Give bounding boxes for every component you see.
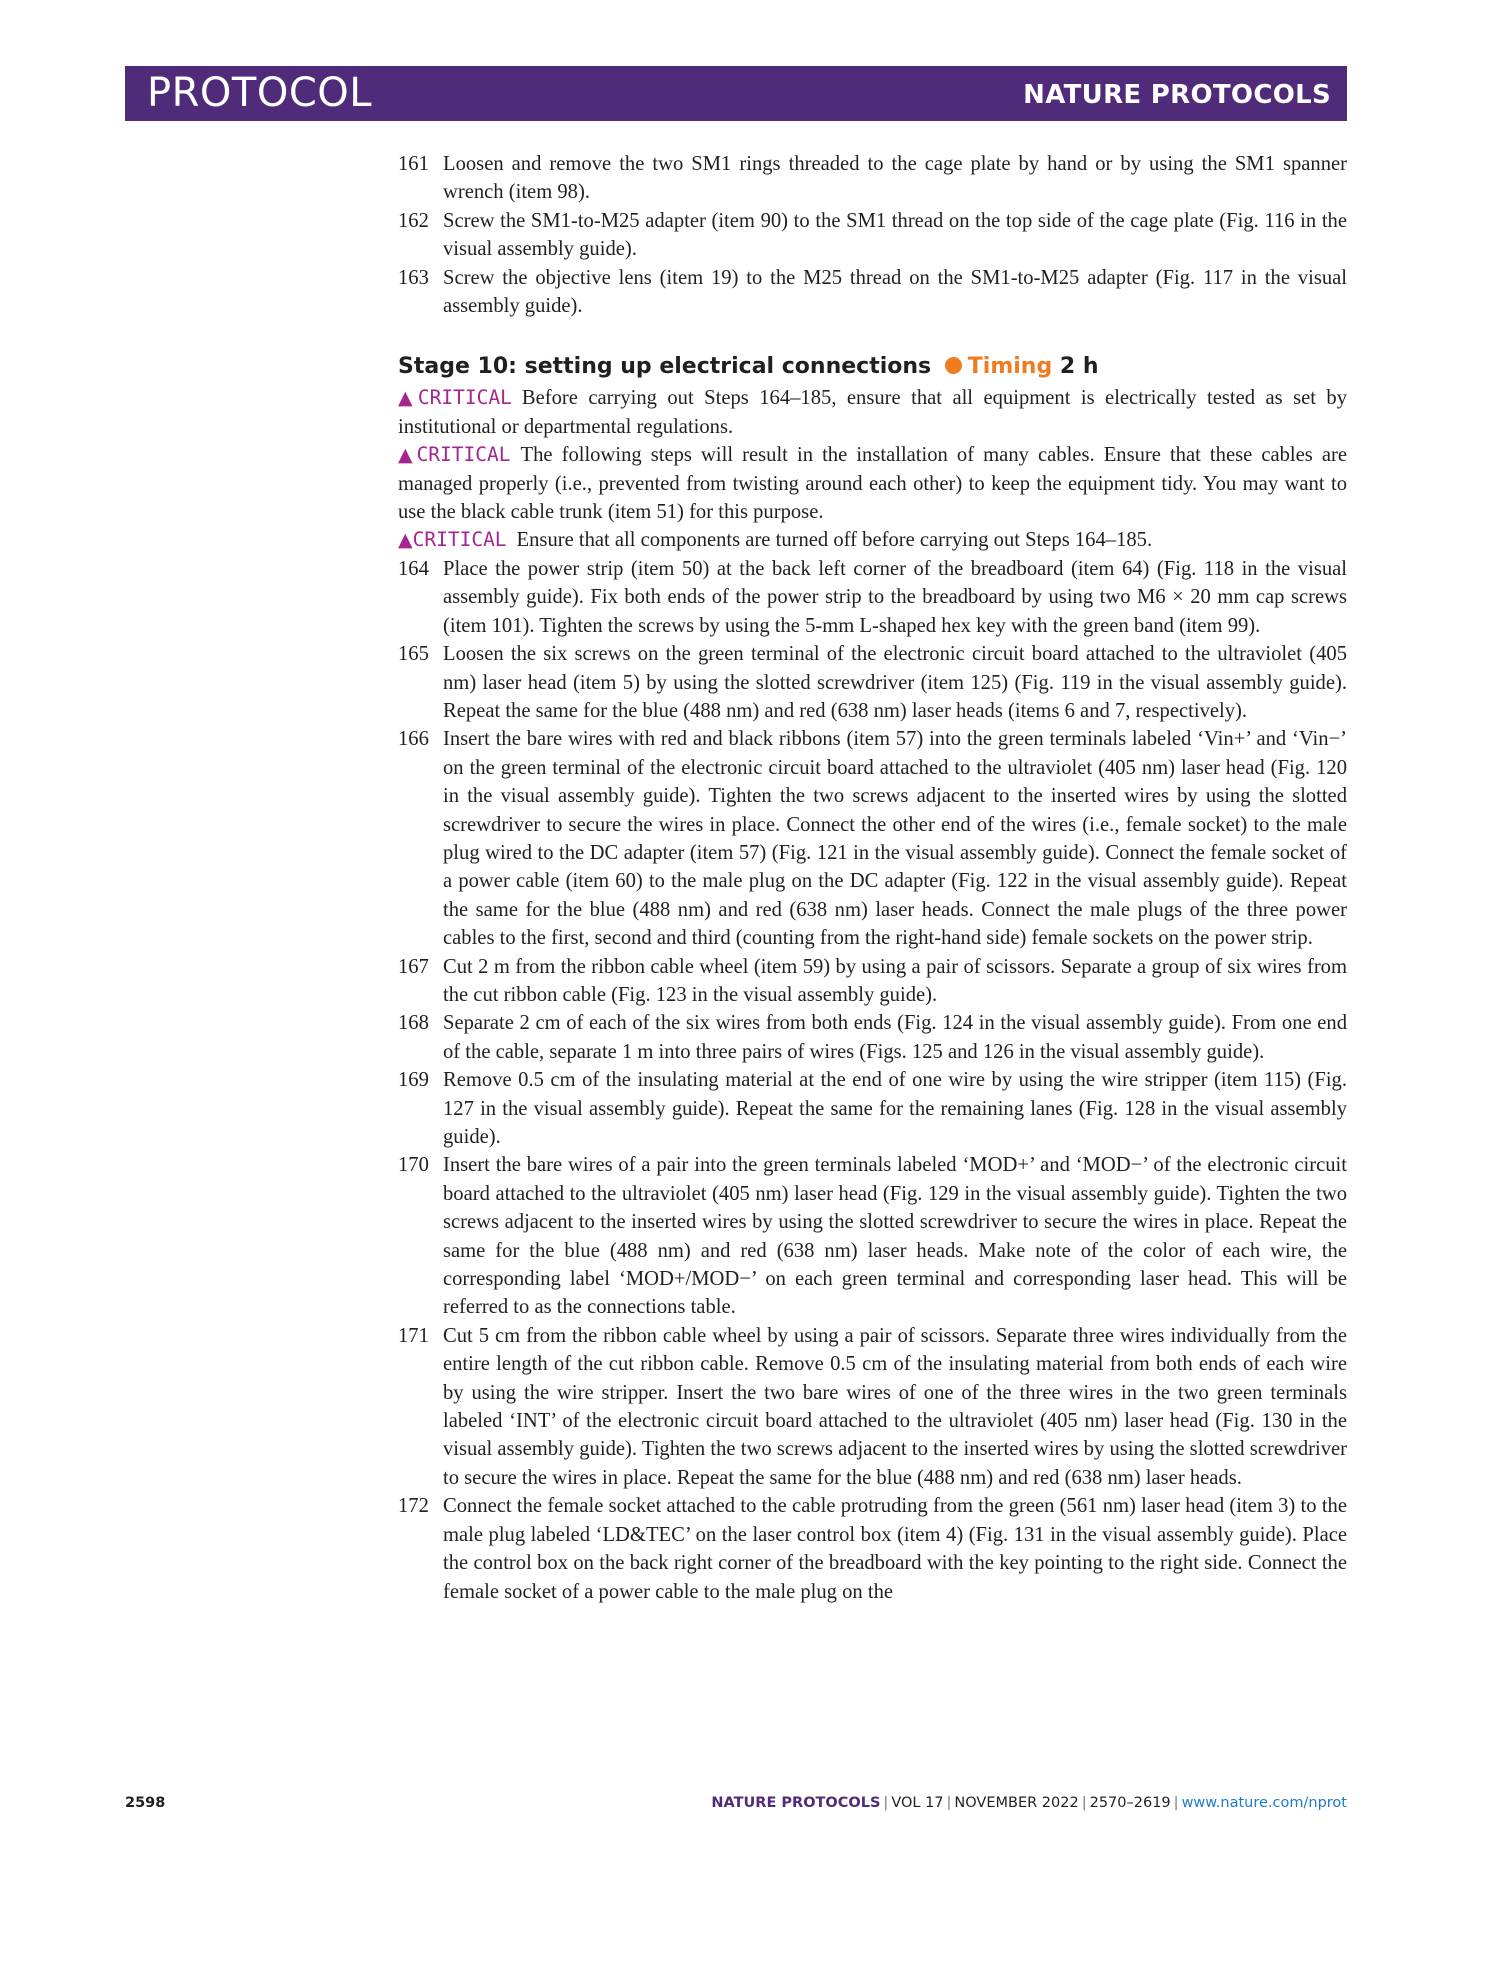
critical-label: CRITICAL	[417, 386, 512, 410]
separator: |	[1081, 1795, 1087, 1811]
steps-top	[398, 150, 1347, 320]
separator: |	[883, 1795, 889, 1811]
step-162	[398, 207, 1347, 264]
step-text: Insert the bare wires of a pair into the green terminals labeled ‘MOD+’ and ‘MOD−’ of the electronic circuit board attached to the ultraviolet (405 nm) laser head (Fig. 129 in the visual assembly guide). Tighten the two screws adjacent to the inserted wires by using the slotted screwdriver to secure the wires in place. Repeat the same for the blue (488 nm) and red (638 nm) laser heads. Make note of the color of each wire, the corresponding label ‘MOD+/MOD−’ on each green terminal and corresponding laser head. This will be referred to as the connections table.	[443, 1154, 1347, 1319]
step-163	[398, 264, 1347, 321]
step-number: 172	[398, 1495, 429, 1518]
footer-pages: 2570–2619	[1089, 1795, 1171, 1811]
step-number: 168	[398, 1012, 429, 1035]
journal-citation	[711, 1795, 1347, 1811]
step-text: Insert the bare wires with red and black ribbons (item 57) into the green terminals labeled ‘Vin+’ and ‘Vin−’ on the green terminal of the electronic circuit board attached to the ultraviolet (405 nm) laser head (Fig. 120 in the visual assembly guide). Tighten the two screws adjacent to the inserted wires by using the slotted screwdriver to secure the wires in place. Connect the other end of the wires (i.e., female socket) to the male plug wired to the DC adapter (item 57) (Fig. 121 in the visual assembly guide). Connect the female socket of a power cable (item 60) to the male plug on the DC adapter (Fig. 122 in the visual assembly guide). Repeat the same for the blue (488 nm) and red (638 nm) laser heads. Connect the male plugs of the three power cables to the first, second and third (counting from the right-hand side) female sockets on the power strip.	[443, 728, 1347, 950]
stage-heading	[398, 352, 1347, 382]
step-164	[398, 555, 1347, 640]
step-171	[398, 1322, 1347, 1492]
footer-date: NOVEMBER 2022	[954, 1795, 1079, 1811]
step-number: 169	[398, 1069, 429, 1092]
step-number: 165	[398, 643, 429, 666]
step-text: Screw the objective lens (item 19) to the M25 thread on the SM1-to-M25 adapter (Fig. 117 in the visual assembly guide).	[443, 266, 1347, 318]
section-label: PROTOCOL	[147, 70, 373, 116]
critical-tag	[398, 528, 507, 551]
critical-text: Ensure that all components are turned off before carrying out Steps 164–185.	[516, 529, 1153, 552]
footer	[125, 1795, 1347, 1819]
step-170	[398, 1151, 1347, 1321]
step-number: 166	[398, 728, 429, 751]
timing-label: Timing	[967, 354, 1053, 380]
warning-triangle-icon: ▲	[398, 444, 417, 467]
step-169	[398, 1066, 1347, 1151]
step-text: Loosen and remove the two SM1 rings threaded to the cage plate by hand or by using the SM1 spanner wrench (item 98).	[443, 153, 1347, 204]
step-text: Separate 2 cm of each of the six wires from both ends (Fig. 124 in the visual assembly guide). From one end of the cable, separate 1 m into three pairs of wires (Figs. 125 and 126 in the visual assembly guide).	[443, 1012, 1347, 1063]
critical-note	[398, 441, 1347, 526]
step-161	[398, 150, 1347, 207]
step-number: 162	[398, 209, 429, 232]
step-165	[398, 640, 1347, 725]
step-text: Connect the female socket attached to the cable protruding from the green (561 nm) laser head (item 3) to the male plug labeled ‘LD&TEC’ on the laser control box (item 4) (Fig. 131 in the visual assembly guide). Place the control box on the back right corner of the breadboard with the key pointing to the right side. Connect the female socket of a power cable to the male plug on the	[443, 1495, 1347, 1603]
critical-tag	[398, 386, 512, 409]
footer-volume: VOL 17	[891, 1795, 944, 1811]
separator: |	[1173, 1795, 1179, 1811]
critical-notes	[398, 384, 1347, 554]
critical-text: The following steps will result in the installation of many cables. Ensure that these cables are managed properly (i.e., prevented from twisting around each other) to keep the equipment tidy. You may want to use the black cable trunk (item 51) for this purpose.	[398, 444, 1347, 524]
article-body	[398, 150, 1347, 1606]
header-bar	[125, 66, 1347, 121]
step-168	[398, 1009, 1347, 1066]
warning-triangle-icon: ▲	[398, 529, 413, 552]
journal-header: NATURE PROTOCOLS	[1023, 80, 1331, 110]
warning-triangle-icon: ▲	[398, 387, 418, 410]
step-number: 171	[398, 1324, 429, 1347]
separator: |	[946, 1795, 952, 1811]
step-number: 164	[398, 557, 429, 580]
step-text: Loosen the six screws on the green terminal of the electronic circuit board attached to the ultraviolet (405 nm) laser head (item 5) by using the slotted screwdriver (item 125) (Fig. 119 in the visual assembly guide). Repeat the same for the blue (488 nm) and red (638 nm) laser heads (items 6 and 7, respectively).	[443, 643, 1347, 722]
step-167	[398, 953, 1347, 1010]
timing-dot-icon	[945, 357, 962, 374]
timing-value: 2 h	[1059, 354, 1099, 380]
critical-note	[398, 384, 1347, 441]
footer-journal: NATURE PROTOCOLS	[711, 1795, 881, 1811]
critical-text: Before carrying out Steps 164–185, ensure that all equipment is electrically tested as set by institutional or departmental regulations.	[398, 387, 1347, 438]
step-text: Cut 5 cm from the ribbon cable wheel by using a pair of scissors. Separate three wires individually from the entire length of the cut ribbon cable. Remove 0.5 cm of the insulating material from both ends of each wire by using the wire stripper. Insert the two bare wires of one of the three wires in the two green terminals labeled ‘INT’ of the electronic circuit board attached to the ultraviolet (405 nm) laser head (Fig. 130 in the visual assembly guide). Tighten the two screws adjacent to the inserted wires by using the slotted screwdriver to secure the wires in place. Repeat the same for the blue (488 nm) and red (638 nm) laser heads.	[443, 1324, 1347, 1489]
stage-title: Stage 10: setting up electrical connections	[398, 354, 932, 380]
step-text: Place the power strip (item 50) at the back left corner of the breadboard (item 64) (Fig. 118 in the visual assembly guide). Fix both ends of the power strip to the breadboard by using two M6 × 20 mm cap screws (item 101). Tighten the screws by using the 5-mm L-shaped hex key with the green band (item 99).	[443, 557, 1347, 637]
page-number: 2598	[125, 1795, 166, 1811]
step-number: 163	[398, 266, 429, 289]
step-number: 167	[398, 955, 429, 978]
step-172	[398, 1492, 1347, 1606]
critical-label: CRITICAL	[416, 443, 511, 467]
critical-label: CRITICAL	[412, 528, 507, 552]
step-number: 170	[398, 1154, 429, 1177]
step-number: 161	[398, 153, 429, 175]
step-166	[398, 725, 1347, 952]
footer-url[interactable]: www.nature.com/nprot	[1181, 1795, 1347, 1811]
step-text: Remove 0.5 cm of the insulating material at the end of one wire by using the wire stripper (item 115) (Fig. 127 in the visual assembly guide). Repeat the same for the remaining lanes (Fig. 128 in the visual assembly guide).	[443, 1069, 1347, 1148]
step-text: Cut 2 m from the ribbon cable wheel (item 59) by using a pair of scissors. Separate a group of six wires from the cut ribbon cable (Fig. 123 in the visual assembly guide).	[443, 955, 1347, 1006]
step-text: Screw the SM1-to-M25 adapter (item 90) to the SM1 thread on the top side of the cage plate (Fig. 116 in the visual assembly guide).	[443, 209, 1347, 261]
critical-note	[398, 526, 1347, 554]
critical-tag	[398, 443, 510, 466]
steps-main	[398, 555, 1347, 1606]
